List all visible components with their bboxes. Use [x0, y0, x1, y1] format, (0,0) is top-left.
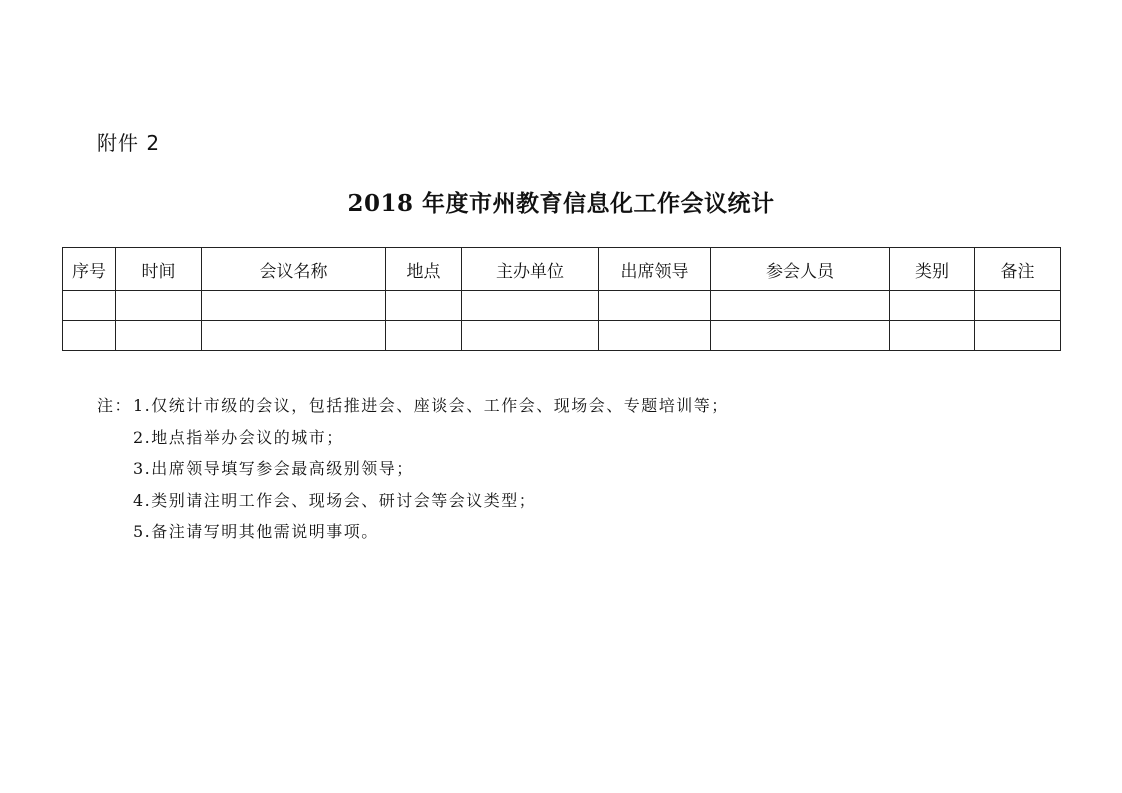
note-text: 5.备注请写明其他需说明事项。	[133, 522, 379, 541]
note-item	[97, 516, 729, 548]
table-cell	[202, 291, 386, 321]
header-location: 地点	[386, 248, 462, 291]
table-cell	[386, 291, 462, 321]
table-cell	[975, 321, 1061, 351]
table-cell	[890, 321, 975, 351]
note-text: 4.类别请注明工作会、现场会、研讨会等会议类型；	[133, 490, 537, 510]
header-meeting-name: 会议名称	[202, 248, 386, 291]
table-cell	[599, 291, 711, 321]
note-item	[97, 390, 729, 422]
attachment-label: 附件 2	[97, 131, 161, 155]
table-cell	[890, 291, 975, 321]
header-time: 时间	[116, 248, 202, 291]
note-item	[97, 485, 729, 517]
note-item	[97, 453, 729, 485]
header-serial-number: 序号	[63, 248, 116, 291]
table-cell	[116, 321, 202, 351]
table-cell	[386, 321, 462, 351]
table-cell	[599, 321, 711, 351]
note-item	[97, 422, 729, 454]
table-cell	[711, 321, 890, 351]
table-cell	[975, 291, 1061, 321]
header-organizer: 主办单位	[462, 248, 599, 291]
header-remarks: 备注	[975, 248, 1061, 291]
header-participants: 参会人员	[711, 248, 890, 291]
notes-prefix: 注：	[97, 396, 133, 415]
table-cell	[116, 291, 202, 321]
meeting-statistics-table	[62, 247, 1061, 351]
table-row	[63, 291, 1061, 321]
table-cell	[462, 321, 599, 351]
notes-section	[97, 390, 729, 548]
table-cell	[202, 321, 386, 351]
header-attending-leaders: 出席领导	[599, 248, 711, 291]
note-text: 2.地点指举办会议的城市；	[133, 427, 344, 447]
note-text: 3.出席领导填写参会最高级别领导；	[133, 459, 414, 478]
table-cell	[63, 291, 116, 321]
table-cell	[462, 291, 599, 321]
document-title: 2018 年度市州教育信息化工作会议统计	[347, 190, 775, 217]
header-category: 类别	[890, 248, 975, 291]
table-header-row	[63, 248, 1061, 291]
note-text: 1.仅统计市级的会议，包括推进会、座谈会、工作会、现场会、专题培训等；	[133, 396, 729, 415]
table-cell	[63, 321, 116, 351]
table-row	[63, 321, 1061, 351]
table-cell	[711, 291, 890, 321]
